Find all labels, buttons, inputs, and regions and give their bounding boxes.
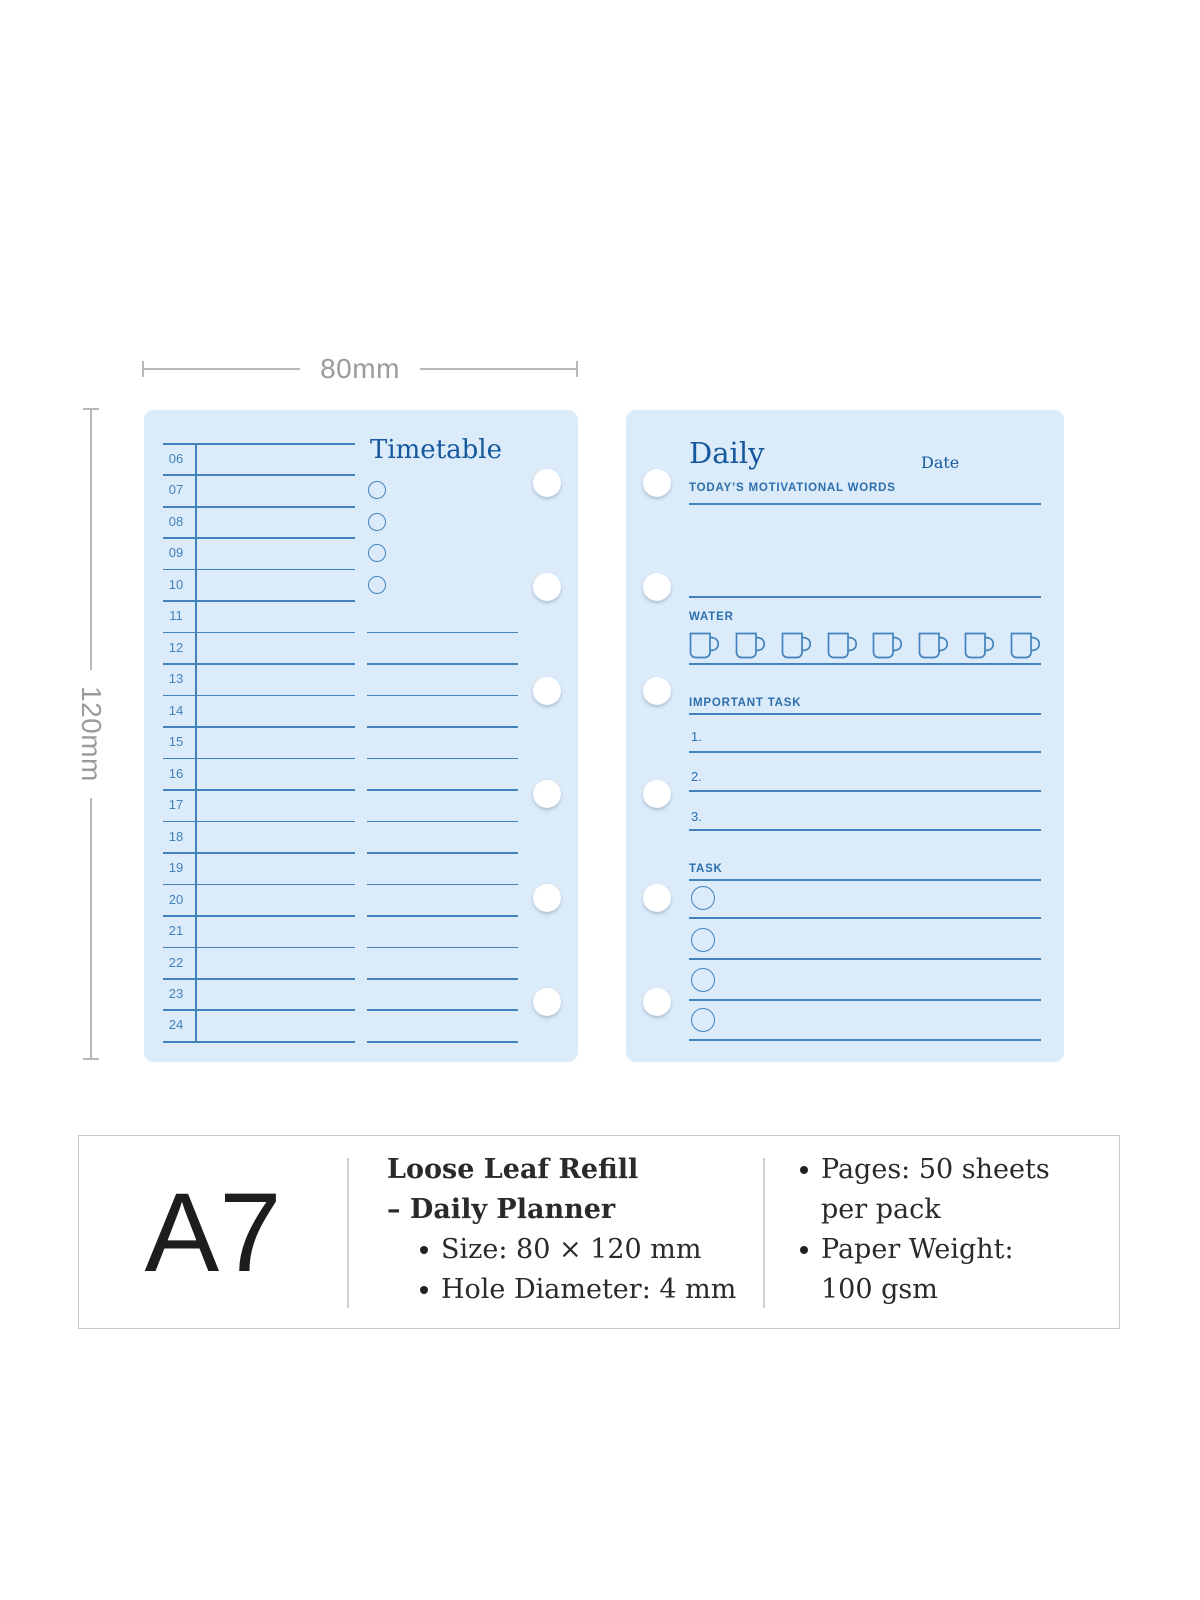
task-checkbox-circle: [691, 968, 715, 992]
hour-label: 19: [168, 860, 184, 876]
task-checkbox-circle: [691, 1008, 715, 1032]
punch-hole: [643, 573, 671, 601]
product-title-line2: – Daily Planner: [387, 1194, 616, 1225]
daily-page: [626, 410, 1064, 1062]
dimension-line: [420, 368, 578, 370]
hour-label: 09: [168, 545, 184, 561]
timetable-note-line: [367, 1041, 518, 1043]
water-cup-icon: [781, 632, 812, 660]
hour-label: 14: [168, 702, 184, 718]
width-dimension: [142, 353, 578, 384]
water-cups-row: [689, 632, 1041, 660]
date-label: Date: [921, 453, 960, 472]
writing-line: [689, 751, 1041, 753]
dimension-line: [90, 798, 92, 1060]
card-divider: [347, 1158, 349, 1308]
hour-label: 08: [168, 513, 184, 529]
timetable-note-line: [367, 915, 518, 917]
timetable-row-line: [163, 726, 355, 728]
timetable-vertical-line: [195, 443, 197, 1041]
task-checkbox-circle: [691, 928, 715, 952]
timetable-row-line: [163, 758, 355, 760]
hour-label: 07: [168, 482, 184, 498]
timetable-note-line: [367, 758, 518, 760]
writing-line: [689, 917, 1041, 919]
writing-line: [689, 1039, 1041, 1041]
timetable-row-line: [163, 663, 355, 665]
size-code: A7: [144, 1169, 282, 1295]
timetable-note-line: [367, 663, 518, 665]
hour-label: 23: [168, 985, 184, 1001]
punch-hole: [643, 469, 671, 497]
timetable-row-line: [163, 1041, 355, 1043]
hour-label: 17: [168, 797, 184, 813]
task-label: TASK: [689, 863, 723, 875]
timetable-note-line: [367, 884, 518, 886]
timetable-note-line: [367, 632, 518, 634]
important-task-label: IMPORTANT TASK: [689, 697, 802, 709]
motivational-words-label: TODAY’S MOTIVATIONAL WORDS: [689, 482, 896, 494]
water-cup-icon: [964, 632, 995, 660]
punch-hole: [533, 884, 561, 912]
product-title-block: [387, 1150, 747, 1310]
writing-line: [689, 790, 1041, 792]
timetable-row-line: [163, 821, 355, 823]
timetable-note-line: [367, 695, 518, 697]
timetable-row-line: [163, 1009, 355, 1011]
punch-hole: [533, 988, 561, 1016]
timetable-note-line: [367, 789, 518, 791]
section-underline: [689, 713, 1041, 715]
hour-label: 20: [168, 891, 184, 907]
water-cup-icon: [1010, 632, 1041, 660]
writing-line: [689, 829, 1041, 831]
water-cup-icon: [735, 632, 766, 660]
hour-checkbox-circle: [368, 481, 386, 499]
timetable-title: Timetable: [370, 435, 502, 465]
timetable-row-line: [163, 537, 355, 539]
timetable-row-line: [163, 695, 355, 697]
height-dimension-label: 120mm: [76, 686, 107, 782]
timetable-row-line: [163, 947, 355, 949]
writing-line: [689, 663, 1041, 665]
width-dimension-label: 80mm: [320, 353, 400, 384]
timetable-row-line: [163, 474, 355, 476]
important-task-number: 2.: [691, 769, 702, 784]
timetable-note-line: [367, 1009, 518, 1011]
water-cup-icon: [872, 632, 903, 660]
product-spec-item: Paper Weight: 100 gsm: [821, 1230, 1060, 1310]
water-cup-icon: [827, 632, 858, 660]
hour-label: 24: [168, 1017, 184, 1033]
hour-label: 10: [168, 576, 184, 592]
timetable-row-line: [163, 789, 355, 791]
timetable-row-line: [163, 600, 355, 602]
important-task-number: 1.: [691, 729, 702, 744]
section-underline: [689, 879, 1041, 881]
punch-hole: [533, 573, 561, 601]
timetable-row-line: [163, 443, 355, 445]
timetable-row-line: [163, 506, 355, 508]
timetable-row-line: [163, 569, 355, 571]
important-task-number: 3.: [691, 809, 702, 824]
punch-hole: [533, 469, 561, 497]
product-spec-item: Pages: 50 sheets per pack: [821, 1150, 1060, 1230]
height-dimension: [76, 408, 107, 1060]
timetable-row-line: [163, 884, 355, 886]
product-specs-list: [795, 1150, 1060, 1310]
hour-checkbox-circle: [368, 576, 386, 594]
hour-label: 13: [168, 671, 184, 687]
dimension-line: [142, 368, 300, 370]
timetable-row-line: [163, 852, 355, 854]
timetable-grid: [144, 410, 578, 1062]
hour-checkbox-circle: [368, 513, 386, 531]
daily-title: Daily: [689, 436, 765, 470]
writing-line: [689, 958, 1041, 960]
hour-label: 11: [169, 608, 183, 624]
timetable-note-line: [367, 947, 518, 949]
hour-label: 22: [168, 954, 184, 970]
hour-label: 18: [168, 828, 184, 844]
writing-line: [689, 999, 1041, 1001]
hour-label: 15: [168, 734, 184, 750]
spec-card: [78, 1135, 1120, 1329]
punch-hole: [643, 884, 671, 912]
timetable-note-line: [367, 726, 518, 728]
water-cup-icon: [918, 632, 949, 660]
timetable-row-line: [163, 915, 355, 917]
water-label: WATER: [689, 611, 734, 623]
hour-label: 16: [168, 765, 184, 781]
punch-hole: [533, 677, 561, 705]
hour-label: 21: [168, 923, 184, 939]
timetable-page: [144, 410, 578, 1062]
product-details-list: [387, 1230, 747, 1310]
product-detail-item: Hole Diameter: 4 mm: [441, 1270, 747, 1310]
dimension-line: [90, 408, 92, 670]
hour-checkbox-circle: [368, 544, 386, 562]
timetable-note-line: [367, 978, 518, 980]
punch-hole: [643, 988, 671, 1016]
task-checkbox-circle: [691, 886, 715, 910]
punch-hole: [643, 780, 671, 808]
timetable-row-line: [163, 978, 355, 980]
timetable-note-line: [367, 852, 518, 854]
product-title-line1: Loose Leaf Refill: [387, 1154, 639, 1185]
water-cup-icon: [689, 632, 720, 660]
timetable-row-line: [163, 632, 355, 634]
hour-label: 12: [168, 639, 184, 655]
writing-line: [689, 503, 1041, 505]
card-divider: [763, 1158, 765, 1308]
timetable-note-line: [367, 821, 518, 823]
product-detail-item: Size: 80 × 120 mm: [441, 1230, 747, 1270]
punch-hole: [643, 677, 671, 705]
hour-label: 06: [168, 451, 184, 466]
product-specs-block: [795, 1150, 1060, 1310]
writing-line: [689, 596, 1041, 598]
